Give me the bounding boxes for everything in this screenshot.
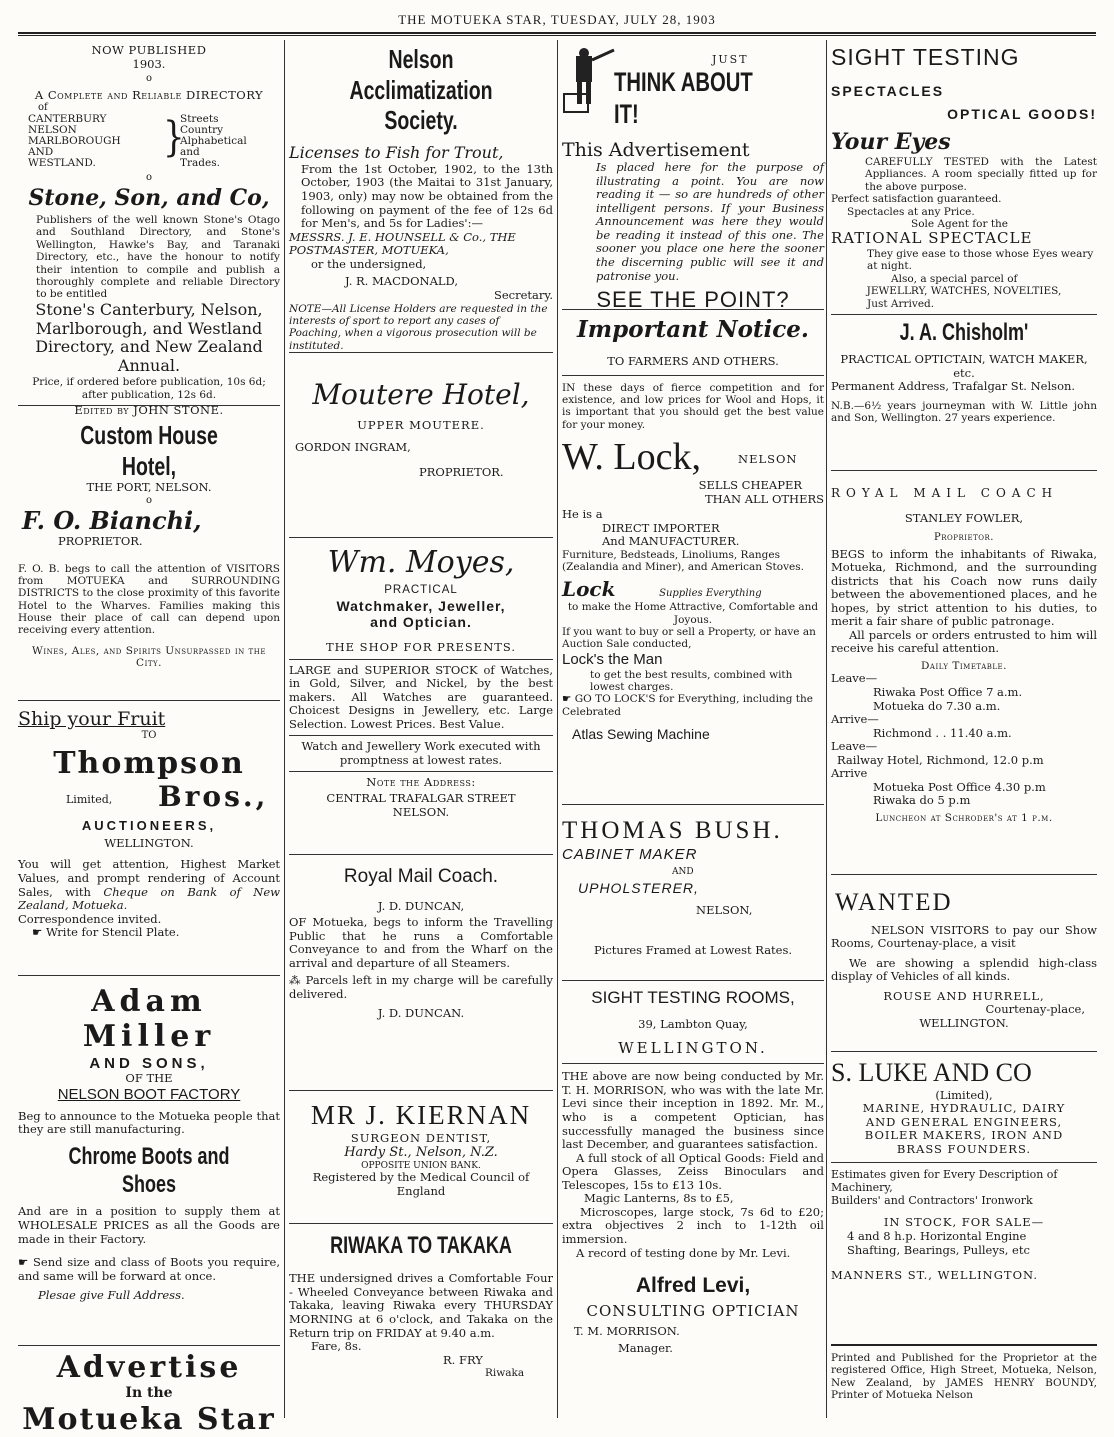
manager: Manager. [618,1341,673,1356]
thompson-city: WELLINGTON. [104,835,194,850]
alfred-levi: Alfred Levi, [635,1274,751,1298]
he-is: He is a [562,507,603,522]
divider [289,1090,553,1091]
think-about-it-ad [562,44,824,313]
bush-city: NELSON, [696,903,753,918]
arrive: Arrive— [831,712,879,727]
riwaka-name: R. FRY [443,1352,483,1367]
coach-title: Royal Mail Coach. [343,866,499,887]
column-divider [284,40,285,1418]
directory-body: Publishers of the well known Stone's Otago and Southland Directory, and Stone's Wellington, Hawke's Bay, and Taranaki Directory, etc., have the honour to notify their intention to compile and publish a thoroughly complete and reliable Directory to be entitled [36,214,280,301]
asterisk-icon: ⁂ [289,973,302,988]
lock-ad [562,316,824,743]
sight-also: Also, a special parcel of [891,272,1018,285]
lock-direct: DIRECT IMPORTER [602,520,720,535]
fowler-coach-ad [831,486,1097,824]
timetable-row: Railway Hotel, Richmond, 12.0 p.m [837,752,1044,767]
moyes-body: LARGE and SUPERIOR STOCK of Watches, in Gold, Silver, and Nickel, by the best makers. All Watches are guaranteed. Choicest Designs in Jewellery, etc. Large Selection. Lowest Prices. Best Value. [289,662,553,731]
chisholm-role: PRACTICAL OPTICTAIN, WATCH MAKER, etc. [840,352,1088,380]
see-the-point: SEE THE POINT? [596,287,790,313]
licenses: Licenses to Fish for Trout, [289,143,504,163]
society-title2: Society. [384,105,458,136]
luke-shafting: Shafting, Bearings, Pulleys, etc [847,1242,1030,1257]
timetable-row: Riwaka Post Office 7 a.m. [873,684,1023,699]
lock-goto: GO TO LOCK'S for Everything, including the Celebrated [562,693,813,718]
society-body: From the 1st October, 1902, to the 13th October, 1903 (the Maitai to 31st January, 1903, only) may now be obtained from the following on payment of the fee of 12s 6d for Men's, and 5s for Ladies':— [301,161,553,231]
hotel-body: F. O. B. begs to call the attention of VISITORS from MOTUEKA and SURROUNDING DISTRICTS to the close proximity of this favorite Hotel to the Wharves. Families making this House their place of call can depend upon receiving every attention. [18,562,280,637]
rooms-micro: Microscopes, large stock, 7s 6d to £20; extra objectives 2 inch to 1-12th oil immersion. [562,1204,824,1247]
think-headline: THINK ABOUT IT! [614,66,753,129]
moyes-trade: Watchmaker, Jeweller, [336,597,506,614]
leave: Leave— [831,671,878,686]
divider [831,1344,1097,1346]
miller-body2: And are in a position to supply them at WHOLESALE PRICES as all the Goods are made in their Factory. [18,1204,280,1246]
ship-fruit: Ship your Fruit [18,708,166,730]
correspondence: Correspondence invited. [18,911,162,926]
lock-results: to get the best results, combined with lowest charges. [590,668,793,693]
moutere-role: PROPRIETOR. [419,465,504,480]
sight-title: SIGHT TESTING [831,44,1020,70]
now-published: NOW PUBLISHED [91,43,207,57]
divider [18,975,280,976]
divider [289,854,553,855]
society-title1: Nelson Acclimatization [349,44,493,105]
column-3 [562,40,824,1418]
gentleman-illustration [562,48,622,114]
perfect: Perfect satisfaction guaranteed. [831,193,1002,206]
hotel-name: Custom House Hotel, [80,420,218,481]
coach-sign: J. D. DUNCAN. [377,1006,465,1021]
sep: o [145,494,153,506]
pointing-hand-icon: ☛ [562,693,572,706]
inner-rule [289,771,553,772]
to-text: TO [141,730,157,742]
or-text: or the undersigned, [311,256,427,271]
rooms-title: SIGHT TESTING ROOMS, [591,988,795,1007]
moutere-hotel-ad [289,378,553,480]
secretary-role: Secretary. [493,287,553,302]
lock-home: to make the Home Attractive, Comfortable and Joyous. [567,601,819,626]
divider [18,405,280,406]
riwaka-takaka-ad [289,1232,553,1380]
chisholm-nb: N.B.—6½ years journeyman with W. Little john and Son, Wellington. 27 years experience. [831,399,1097,425]
divider [831,470,1097,471]
sight-ease: They give ease to those whose Eyes weary at night. [867,248,1094,273]
divider [18,1345,280,1346]
moyes-shop: THE SHOP FOR PRESENTS. [325,639,517,654]
luke-ltd: (Limited), [935,1087,993,1102]
advertise-line2: In the [125,1385,173,1402]
lock-supplies: Supplies Everything [659,587,762,599]
bush-trade2: UPHOLSTERER, [578,879,699,896]
luke-engine: 4 and 8 h.p. Horizontal Engine [847,1228,1027,1243]
thompson-name: Thompson [53,746,245,782]
arrive: Arrive [831,766,868,781]
leave: Leave— [831,739,878,754]
timetable-row: Richmond . . 11.40 a.m. [873,725,1012,740]
lock-furn: Furniture, Bedsteads, Linoliums, Ranges (Zealandia and Miner), and American Stoves. [562,549,804,574]
masthead-rule [18,32,1096,36]
sight-jewel: JEWELLRY, WATCHES, NOVELTIES, [866,285,1062,298]
luke-boiler: BOILER MAKERS, IRON AND [864,1128,1064,1143]
rooms-stock: A full stock of all Optical Goods: Field and Opera Glasses, Zeiss Binoculars and Telescopes, 15s to £13 10s. [562,1150,824,1192]
lock-body: IN these days of fierce competition and for existence, and low prices for Wool and Hops, it is important that you should get the best value for your money. [562,381,824,431]
lock-man: Lock's the Man [562,650,663,668]
moyes-repair: Watch and Jewellery Work executed with promptness at lowest rates. [301,739,541,767]
masthead-title: THE MOTUEKA STAR, TUESDAY, JULY 28, 1903 [398,12,716,27]
kiernan-name: MR J. KIERNAN [310,1100,532,1130]
miller-sons: AND SONS, [89,1054,209,1072]
moyes-name: Wm. Moyes, [327,545,515,580]
society-agents: MESSRS. J. E. HOUNSELL & Co., THE POSTMASTER, MOTUEKA, [289,229,516,258]
of-the: OF THE [125,1071,173,1086]
types-list: Streets Country Alphabetical and Trades. [180,113,247,170]
column-2 [289,40,553,1418]
advertise-line1: Advertise [56,1350,242,1385]
brace: } [163,114,185,163]
fowler-role: Proprietor. [934,531,994,543]
regions-list: CANTERBURY NELSON MARLBOROUGH AND WESTLAND. [28,113,121,170]
moyes-address: CENTRAL TRAFALGAR STREET [326,791,516,806]
eyes-tested: CAREFULLY TESTED with the Latest Appliances. A room specially fitted up for the above purpose. [865,156,1097,193]
inner-rule [831,1162,1097,1163]
sole-agent: Sole Agent for the [911,217,1009,230]
note-address: Note the Address: [366,775,476,790]
riwaka-title: RIWAKA TO TAKAKA [330,1232,512,1259]
hotel-wines: Wines, Ales, and Spirits Unsurpassed in the City. [32,644,266,670]
miller-address: Plesae give Full Address. [38,1288,185,1303]
rooms-magic: Magic Lanterns, 8s to £5, [584,1191,734,1206]
circle-sep: o [145,73,153,85]
coach-name: J. D. DUNCAN, [377,899,465,914]
lock-name: W. Lock, [562,436,701,479]
coach-parcels: Parcels left in my charge will be carefully delivered. [289,973,553,1001]
divider [289,1223,553,1224]
timetable-row: Riwaka do 5 p.m [873,793,971,808]
column-4 [831,40,1097,1418]
specs-price: Spectacles at any Price. [847,205,975,218]
luke-brass: BRASS FOUNDERS. [896,1141,1032,1156]
rooms-record: A record of testing done by Mr. Levi. [576,1245,791,1260]
kiernan-opp: OPPOSITE UNION BANK. [361,1160,481,1171]
royal-mail-coach-ad [289,866,553,1021]
divider [562,804,824,805]
inner-rule [562,1063,824,1064]
bush-and: AND [672,867,694,878]
luke-marine: MARINE, HYDRAULIC, DAIRY [862,1101,1066,1116]
kiernan-ad [289,1100,553,1198]
wanted-firm: ROUSE AND HURRELL, [883,988,1045,1003]
thomas-bush-ad [562,816,824,957]
kiernan-reg: Registered by the Medical Council of England [312,1170,530,1198]
sight-testing-rooms-ad [562,988,824,1356]
kiernan-title: SURGEON DENTIST, [350,1130,492,1145]
society-note: NOTE—All License Holders are requested in the interests of sport to report any cases of Poaching, when a vigorous prosecution will be instituted. [289,302,548,352]
adam-miller-ad [18,984,280,1303]
lock-logo: Lock [562,576,616,601]
think-body: Is placed here for the purpose of illustrating a point. You are now reading it — so are hundreds of other intelligent persons. If your Business Announcement was here they would be reading it instead of this one. The sooner you place one here the sooner the discerning public will see it and patronise you. [596,160,824,283]
thompson-body: You will get attention, Highest Market Values, and prompt rendering of Account Sales, with [18,857,280,899]
optical-goods: OPTICAL GOODS! [947,105,1097,122]
kiernan-addr: Hardy St., Nelson, N.Z. [344,1145,498,1161]
advertise-ad [18,1350,280,1437]
custom-house-hotel-ad [18,420,280,670]
timetable: Daily Timetable. [920,660,1008,673]
chisholm-address: Permanent Address, Trafalgar St. Nelson. [831,379,1076,394]
directory-price: Price, if ordered before publication, 10s 6d; after publication, 12s 6d. [32,376,266,401]
acclimatization-ad [289,44,553,352]
lock-city: NELSON [738,452,798,467]
lock-sell: If you want to buy or sell a Property, or have an Auction Sale conducted, [562,626,816,651]
bros-row [18,779,280,816]
lock-than: THAN ALL OTHERS [704,491,824,506]
fowler-body: BEGS to inform the inhabitants of Riwaka, Motueka, Richmond, and the surrounding districts that his Coach now runs daily between the abovementioned places, and he hopes, by strict attention to his duties, to merit a fair share of public patronage. [831,546,1097,629]
luke-ad [831,1058,1097,1283]
wanted-ad [831,888,1097,1030]
directory-intro: A Complete and Reliable DIRECTORY [34,87,264,102]
luke-estimates: Estimates given for Every Description of Machinery, [831,1168,1058,1195]
fowler-title: ROYAL MAIL COACH [831,486,1059,500]
directory-annual: Stone's Canterbury, Nelson, Marlborough, and Westland Directory, and New Zealand Annual. [35,299,263,376]
divider [18,700,280,701]
atlas-machine: Atlas Sewing Machine [572,726,710,743]
consulting: CONSULTING OPTICIAN [586,1301,800,1320]
imprint [831,1352,1097,1402]
bush-trade: CABINET MAKER [562,845,698,863]
timetable-row: Motueka Post Office 4.30 p.m [873,779,1046,794]
moyes-trade2: and Optician. [370,614,472,631]
year: 1903. [132,56,166,71]
auctioneers: AUCTIONEERS, [81,817,217,833]
fowler-parcels: All parcels or orders entrusted to him will receive his careful attention. [831,627,1097,656]
riwaka-fare: Fare, 8s. [311,1339,362,1354]
important-notice: Important Notice. [577,316,809,343]
secretary-name: J. R. MACDONALD, [345,274,458,289]
bush-name: THOMAS BUSH. [562,817,783,844]
inner-rule [562,375,824,376]
chrome-boots: Chrome Boots and Shoes [68,1142,230,1199]
luke-builders: Builders' and Contractors' Ironwork [831,1194,1033,1208]
to-farmers: TO FARMERS AND OTHERS. [607,354,779,369]
imprint-text: Printed and Published for the Proprietor at the registered Office, High Street, Motueka, Nelson, New Zealand, by JAMES HENRY BOUNDY, Printer of Motueka Nelson [831,1352,1097,1402]
divider [289,537,553,538]
wanted-body: NELSON VISITORS to pay our Show Rooms, Courtenay-place, a visit [831,922,1097,951]
moutere-owner: GORDON INGRAM, [295,439,411,454]
advertise-line3: Motueka Star [22,1401,276,1437]
divider [562,980,824,981]
rooms-body: THE above are now being conducted by Mr. T. H. MORRISON, who was with the late Mr. Levi since their inception in 1892. Mr. M., who is a competent Optician, has successfully managed the business since last December, and guarantees satisfaction. [562,1069,824,1152]
cheque: Cheque on Bank of New Zealand, Motueka. [18,884,280,913]
stencil: Write for Stencil Plate. [45,925,180,940]
directory-ad [18,44,280,417]
coach-body: OF Motueka, begs to inform the Travelling Public that he runs a Comfortable Conveyance to and from the Wharf on the arrival and departure of all Steamers. [289,914,553,970]
directory-editor: Edited by JOHN STONE. [74,402,224,417]
chisholm-name: J. A. Chisholm' [899,318,1029,346]
lock-cheaper: SELLS CHEAPER [698,478,802,493]
luke-stock: IN STOCK, FOR SALE— [883,1215,1045,1230]
miller-send: Send size and class of Boots you require, and same will be forward at once. [18,1255,280,1283]
hotel-place: THE PORT, NELSON. [86,480,212,495]
masthead [0,0,1114,36]
inner-rule [831,314,1097,315]
lock-name-row [562,435,824,479]
hotel-role: PROPRIETOR. [58,534,143,549]
fowler-name: STANLEY FOWLER, [904,511,1024,526]
luke-name: S. LUKE AND CO [831,1058,1032,1087]
pointing-hand-icon: ☛ [32,925,43,940]
divider [831,1051,1097,1052]
luke-general: AND GENERAL ENGINEERS, [865,1114,1063,1129]
just: JUST [712,53,749,66]
divider [831,874,1097,875]
inner-rule [289,735,553,736]
luncheon: Luncheon at Schroder's at 1 p.m. [875,812,1053,825]
riwaka-place: Riwaka [485,1367,525,1380]
column-divider [557,40,558,1418]
riwaka-body: THE undersigned drives a Comfortable Four - Wheeled Conveyance between Riwaka and Takaka, leaving Riwaka every THURSDAY MORNING at 6 o'clock, and Takaka on the Return trip on FRIDAY at 9.40 a.m. [289,1271,553,1340]
directory-regions [18,114,280,172]
timetable-row: Motueka do 7.30 a.m. [873,698,1001,713]
lock-manu: And MANUFACTURER. [602,534,740,549]
rooms-addr: 39, Lambton Quay, [638,1017,748,1032]
miller-name: Adam Miller [82,984,216,1055]
moutere-name: Moutere Hotel, [312,378,530,411]
wanted-addr: Courtenay-place, [985,1002,1085,1017]
spectacles: SPECTACLES [831,83,945,100]
sight-testing-ad [831,44,1097,425]
miller-body: Beg to announce to the Motueka people that they are still manufacturing. [18,1108,280,1137]
pointing-hand-icon: ☛ [18,1255,29,1270]
luke-street: MANNERS ST., WELLINGTON. [831,1268,1038,1283]
wanted-city: WELLINGTON. [919,1015,1009,1030]
wanted-show: We are showing a splendid high-class display of Vehicles of all kinds. [831,955,1097,984]
column-divider [826,40,827,1418]
thompson-bros-ad [18,708,280,940]
stone-firm: Stone, Son, and Co, [28,185,270,212]
practical: PRACTICAL [384,584,458,597]
rational: RATIONAL SPECTACLE [831,229,1033,248]
boot-factory: NELSON BOOT FACTORY [57,1086,241,1104]
hotel-owner: F. O. Bianchi, [22,505,202,535]
this-advertisement: This Advertisement [562,138,750,161]
morrison: T. M. MORRISON. [574,1323,680,1338]
sep: o [145,172,153,184]
your-eyes: Your Eyes [831,129,951,156]
bush-pictures: Pictures Framed at Lowest Rates. [593,942,793,957]
column-1 [18,40,280,1437]
wanted-title: WANTED [835,889,953,916]
moutere-place: UPPER MOUTERE. [357,418,485,433]
divider [562,309,824,310]
inner-rule [289,659,553,660]
moyes-city: NELSON. [392,804,450,819]
of-text: of [38,102,48,114]
rooms-city: WELLINGTON. [618,1038,768,1057]
moyes-ad [289,545,553,819]
bros: Bros., [158,779,269,813]
sight-arrived: Just Arrived. [867,297,935,310]
divider [289,352,553,353]
limited: Limited, [66,792,113,806]
